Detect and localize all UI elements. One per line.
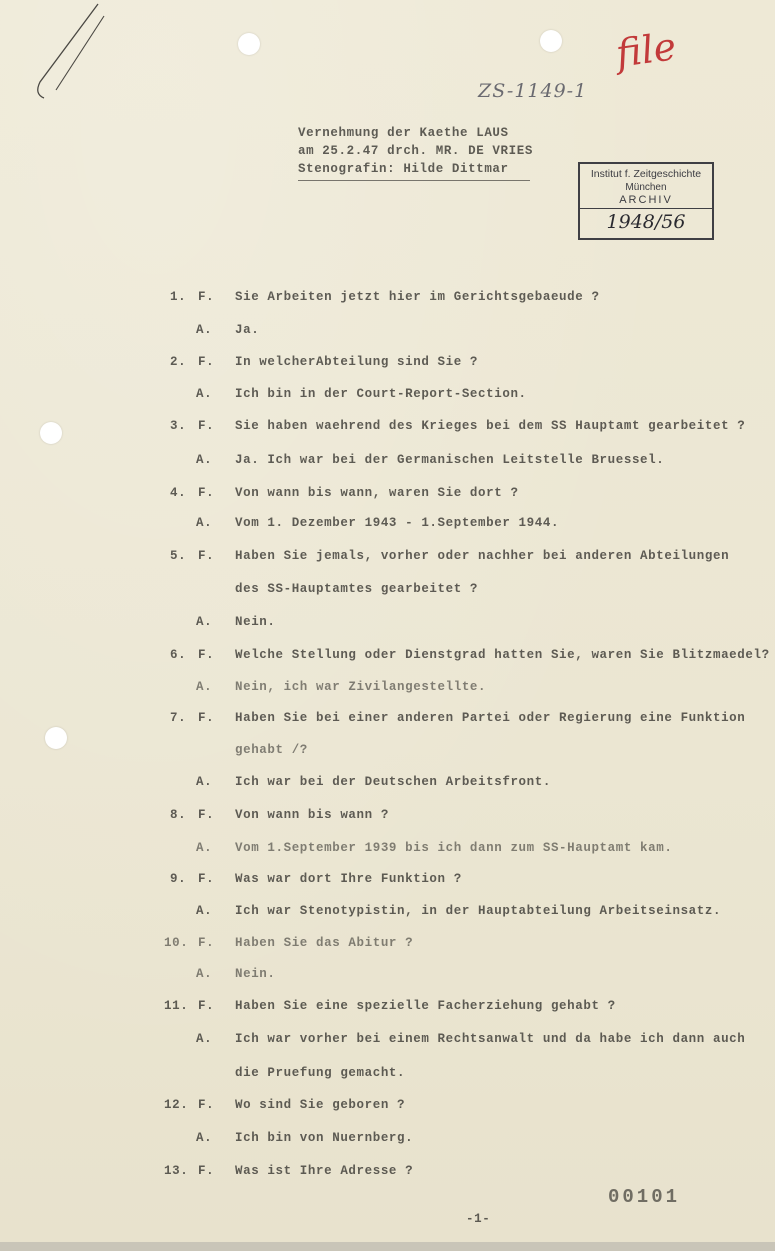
qa-answer-marker: A.	[196, 904, 213, 918]
qa-number: 5.	[170, 549, 187, 563]
qa-answer-text: Nein.	[235, 967, 276, 981]
qa-answer-marker: A.	[196, 323, 213, 337]
stamp-city: München	[625, 182, 667, 193]
qa-continuation-text: des SS-Hauptamtes gearbeitet ?	[235, 582, 479, 596]
header-title-line-2: am 25.2.47 drch. MR. DE VRIES	[298, 144, 533, 158]
qa-question-marker: F.	[198, 1164, 215, 1178]
qa-question-marker: F.	[198, 808, 215, 822]
qa-answer-marker: A.	[196, 967, 213, 981]
qa-number: 4.	[170, 486, 187, 500]
qa-answer-text: Vom 1. Dezember 1943 - 1.September 1944.	[235, 516, 560, 530]
header-title-line-1: Vernehmung der Kaethe LAUS	[298, 126, 509, 140]
page-edge	[0, 1242, 775, 1251]
qa-answer-text: Ich bin in der Court-Report-Section.	[235, 387, 527, 401]
qa-answer-marker: A.	[196, 841, 213, 855]
qa-number: 1.	[170, 290, 187, 304]
stamp-archive: ARCHIV	[619, 194, 673, 206]
qa-answer-text: Ja. Ich war bei der Germanischen Leitstelle Bruessel.	[235, 453, 665, 467]
qa-question-text: In welcherAbteilung sind Sie ?	[235, 355, 479, 369]
qa-answer-text: Vom 1.September 1939 bis ich dann zum SS-Hauptamt kam.	[235, 841, 673, 855]
archive-stamp	[578, 162, 714, 240]
qa-question-marker: F.	[198, 648, 215, 662]
qa-answer-text: Ich war vorher bei einem Rechtsanwalt und da habe ich dann auch	[235, 1032, 746, 1046]
qa-question-text: Sie haben waehrend des Krieges bei dem SS Hauptamt gearbeitet ?	[235, 419, 746, 433]
qa-question-marker: F.	[198, 290, 215, 304]
punch-hole-top-2	[540, 30, 562, 52]
qa-answer-text: Ich war bei der Deutschen Arbeitsfront.	[235, 775, 551, 789]
qa-question-marker: F.	[198, 419, 215, 433]
punch-hole-left-1	[40, 422, 62, 444]
qa-answer-text: Nein, ich war Zivilangestellte.	[235, 680, 487, 694]
qa-question-marker: F.	[198, 936, 215, 950]
qa-question-marker: F.	[198, 1098, 215, 1112]
qa-question-marker: F.	[198, 355, 215, 369]
qa-question-marker: F.	[198, 486, 215, 500]
qa-number: 10.	[164, 936, 189, 950]
qa-question-text: Haben Sie das Abitur ?	[235, 936, 414, 950]
qa-answer-marker: A.	[196, 1032, 213, 1046]
stamp-divider	[580, 208, 712, 209]
qa-number: 3.	[170, 419, 187, 433]
qa-question-text: Welche Stellung oder Dienstgrad hatten Sie, waren Sie Blitzmaedel?	[235, 648, 770, 662]
qa-question-marker: F.	[198, 549, 215, 563]
qa-number: 6.	[170, 648, 187, 662]
header-underline	[298, 180, 530, 181]
qa-number: 7.	[170, 711, 187, 725]
folio-number: 00101	[608, 1186, 681, 1208]
qa-question-text: Was war dort Ihre Funktion ?	[235, 872, 462, 886]
stamp-institute: Institut f. Zeitgeschichte	[590, 168, 702, 180]
qa-answer-marker: A.	[196, 680, 213, 694]
qa-number: 9.	[170, 872, 187, 886]
qa-question-marker: F.	[198, 711, 215, 725]
qa-question-text: Sie Arbeiten jetzt hier im Gerichtsgebaeude ?	[235, 290, 600, 304]
qa-number: 12.	[164, 1098, 189, 1112]
qa-answer-text: Ich bin von Nuernberg.	[235, 1131, 414, 1145]
qa-number: 13.	[164, 1164, 189, 1178]
qa-answer-text: Nein.	[235, 615, 276, 629]
qa-question-marker: F.	[198, 999, 215, 1013]
qa-answer-marker: A.	[196, 615, 213, 629]
qa-question-text: Haben Sie jemals, vorher oder nachher bei anderen Abteilungen	[235, 549, 730, 563]
qa-answer-text: Ja.	[235, 323, 260, 337]
punch-hole-left-2	[45, 727, 67, 749]
qa-answer-marker: A.	[196, 775, 213, 789]
stamp-number: 1948/56	[606, 211, 686, 233]
qa-question-text: Von wann bis wann, waren Sie dort ?	[235, 486, 519, 500]
qa-number: 8.	[170, 808, 187, 822]
header-title-line-3: Stenografin: Hilde Dittmar	[298, 162, 509, 176]
handwritten-signature: file	[613, 24, 679, 76]
qa-question-text: Haben Sie bei einer anderen Partei oder Regierung eine Funktion	[235, 711, 746, 725]
qa-answer-marker: A.	[196, 516, 213, 530]
qa-question-text: Was ist Ihre Adresse ?	[235, 1164, 414, 1178]
qa-question-text: Von wann bis wann ?	[235, 808, 389, 822]
qa-continuation-text: gehabt /?	[235, 743, 308, 757]
qa-continuation-text: die Pruefung gemacht.	[235, 1066, 406, 1080]
qa-answer-marker: A.	[196, 1131, 213, 1145]
handwritten-reference: ZS-1149-1	[478, 80, 588, 102]
punch-hole-top-1	[238, 33, 260, 55]
page-number: -1-	[466, 1212, 491, 1226]
qa-answer-marker: A.	[196, 453, 213, 467]
qa-question-text: Wo sind Sie geboren ?	[235, 1098, 406, 1112]
qa-question-text: Haben Sie eine spezielle Facherziehung gehabt ?	[235, 999, 616, 1013]
qa-number: 2.	[170, 355, 187, 369]
qa-number: 11.	[164, 999, 189, 1013]
paperclip-mark	[28, 2, 108, 102]
qa-question-marker: F.	[198, 872, 215, 886]
qa-answer-text: Ich war Stenotypistin, in der Hauptabteilung Arbeitseinsatz.	[235, 904, 722, 918]
qa-answer-marker: A.	[196, 387, 213, 401]
